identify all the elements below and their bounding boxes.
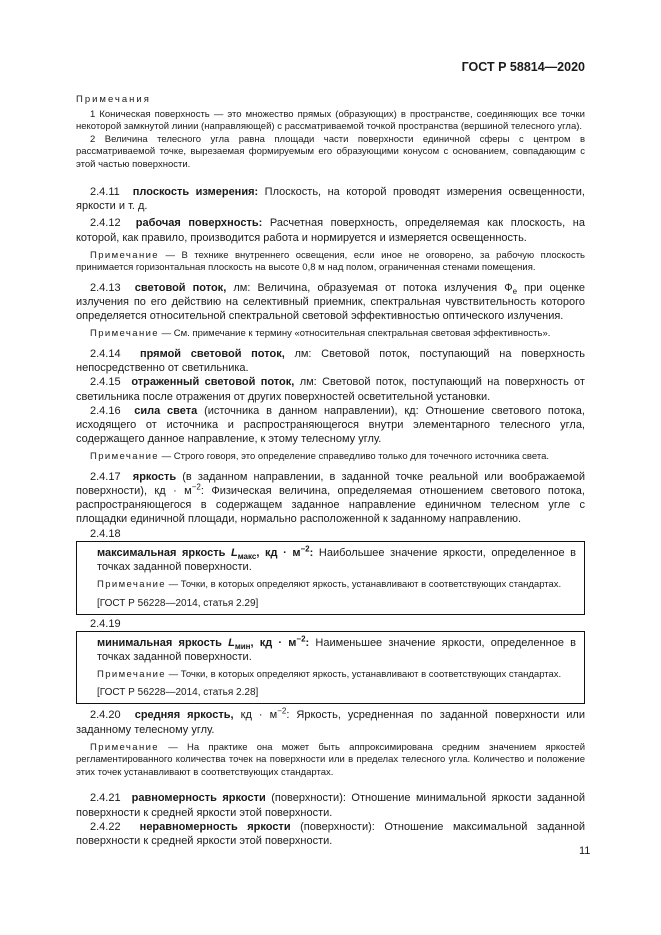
term-definition: кд · м	[240, 709, 278, 722]
note-label: Примечание	[90, 249, 159, 261]
term-number: 2.4.21	[90, 792, 121, 805]
term-definition: лм: Световой поток, поступающий на поверхность от светильника после отражения от других поверхностей осветительной установки.	[76, 376, 585, 403]
term-definition: Плоскость, на которой проводят измерения освещенности, яркости и т. д.	[76, 186, 585, 213]
term-name: рабочая поверхность:	[135, 217, 263, 230]
note-text: — Строго говоря, это определение справедливо только для точечного источника света.	[161, 451, 549, 463]
term-name: средняя яркость,	[134, 709, 234, 722]
source-reference: [ГОСТ Р 56228—2014, статья 2.28]	[97, 687, 259, 699]
boxed-term-definition	[83, 546, 576, 574]
document-header: ГОСТ Р 58814—2020	[461, 60, 585, 74]
term-name: прямой световой поток,	[139, 347, 285, 360]
note-label: Примечание	[97, 579, 166, 591]
note-label: Примечание	[97, 668, 166, 680]
term-symbol: L	[228, 636, 235, 649]
boxed-term-2-4-19	[76, 631, 585, 705]
term-2-4-13	[76, 281, 585, 324]
term-definition: лм: Величина, образуемая от потока излучения Ф	[233, 281, 513, 294]
term-number: 2.4.11	[90, 186, 120, 198]
term-unit: , кд · м	[250, 636, 297, 649]
note-text: — На практике она может быть аппроксимирована средним значением яркостей регламентированного количества точек на поверхности или в пределах телесного угла. Количество и положение этих точек устанавливают в соответствующих стандартах.	[76, 741, 586, 778]
term-note	[76, 742, 585, 780]
term-definition: (источника в данном направлении), кд: Отношение светового потока, исходящего от источника и распространяющегося внутри элементарного телесного угла, содержащего данное направление, к этому телесному углу.	[76, 404, 585, 446]
boxed-term-definition	[83, 633, 576, 664]
note-text: — В технике внутреннего освещения, если иное не оговорено, за рабочую плоскость принимается горизонтальная плоскость на высоте 0,8 м над полом, ограниченная стенами помещения.	[76, 249, 585, 274]
page-content	[76, 94, 585, 848]
term-colon: :	[305, 636, 310, 649]
term-2-4-15	[76, 375, 585, 403]
term-2-4-16	[76, 404, 585, 447]
source-reference: [ГОСТ Р 56228—2014, статья 2.29]	[97, 597, 259, 609]
term-definition: : Физическая величина, определяемая отношением светового потока, распространяющегося в содержащем заданное направление единичном телесном угле с площадки единичной площади, нормально расположенной к заданному направлению.	[76, 485, 585, 526]
term-name: яркость	[132, 470, 177, 483]
superscript: −2	[191, 482, 201, 492]
term-symbol: L	[230, 546, 238, 559]
subscript: макс	[237, 551, 257, 561]
term-text: минимальная яркость	[97, 636, 229, 649]
term-definition: (поверхности): Отношение максимальной заданной поверхности к средней яркости этой поверхности.	[76, 820, 586, 847]
term-number: 2.4.17	[90, 470, 121, 483]
superscript: −2	[296, 633, 306, 643]
term-name: равномерность яркости	[131, 792, 266, 805]
term-number: 2.4.19	[90, 617, 121, 630]
term-name: отраженный световой поток,	[131, 376, 295, 389]
term-2-4-21	[76, 791, 585, 819]
term-colon: :	[309, 546, 314, 559]
note-text: — Точки, в которых определяют яркость, устанавливают в соответствующих стандартах.	[168, 668, 562, 680]
term-number: 2.4.14	[90, 347, 121, 360]
term-number: 2.4.16	[90, 404, 121, 417]
note-text: — Точки, в которых определяют яркость, устанавливают в соответствующих стандартах.	[168, 579, 562, 591]
term-2-4-11	[76, 185, 585, 213]
note-label: Примечание	[90, 328, 159, 340]
term-number: 2.4.22	[90, 820, 121, 833]
term-note	[76, 250, 585, 275]
term-name: сила света	[134, 404, 198, 417]
term-number: 2.4.13	[90, 281, 121, 294]
term-number: 2.4.18	[90, 527, 121, 540]
term-name: световой поток,	[134, 281, 227, 294]
term-2-4-22	[76, 820, 585, 848]
term-definition: лм: Световой поток, поступающий на поверхность непосредственно от светильника.	[76, 347, 585, 375]
term-name	[97, 633, 310, 651]
term-note	[83, 669, 576, 682]
term-2-4-17	[76, 470, 585, 527]
term-unit: , кд · м	[256, 546, 301, 559]
notes-block	[76, 94, 585, 171]
note-item: 2 Величина телесного угла равна площади части поверхности единичной сферы с центром в рассматриваемой точке, вырезаемая формируемым его образующими конусом с основанием, совпадающим с этой частью поверхности.	[76, 133, 585, 170]
page-number: 11	[579, 845, 591, 857]
subscript: мин	[234, 641, 251, 651]
term-2-4-14	[76, 347, 585, 375]
term-definition: (в заданном направлении, в заданной точке реальной или воображаемой поверхности), кд · м	[76, 470, 585, 498]
superscript: −2	[277, 706, 287, 716]
term-definition: Наименьшее значение яркости, определенное в точках заданной поверхности.	[97, 636, 576, 663]
term-definition: : Яркость, усредненная по заданной поверхности или заданному телесному углу.	[76, 709, 585, 736]
note-text: — См. примечание к термину «относительная спектральная световая эффективность».	[161, 328, 551, 340]
term-name	[97, 544, 314, 561]
term-2-4-20	[76, 708, 585, 736]
term-name: плоскость измерения:	[132, 186, 259, 198]
subscript: e	[512, 287, 518, 296]
term-text: максимальная яркость	[97, 546, 231, 559]
term-definition: (поверхности): Отношение минимальной яркости заданной поверхности к средней яркости этой поверхности.	[76, 792, 585, 819]
notes-title: Примечания	[76, 94, 151, 105]
term-note	[76, 451, 585, 464]
term-note	[83, 579, 576, 592]
note-item: 1 Коническая поверхность — это множество прямых (образующих) в пространстве, соединяющих все точки некоторой замкнутой линии (направляющей) с рассматриваемой точкой пространства (вершиной телесного угла).	[76, 108, 585, 132]
note-label: Примечание	[90, 741, 159, 753]
term-note	[76, 328, 585, 341]
term-2-4-12	[76, 216, 585, 244]
superscript: −2	[300, 544, 310, 553]
note-label: Примечание	[90, 451, 159, 463]
term-number: 2.4.15	[90, 376, 121, 389]
term-name: неравномерность яркости	[139, 820, 291, 833]
term-definition: Наибольшее значение яркости, определенное в точках заданной поверхности.	[97, 546, 577, 573]
term-definition: при оценке излучения по его действию на селективный приемник, спектральная чувствительность которого определяется относительной спектральной световой эффективностью оптического излучения.	[76, 281, 585, 323]
term-number: 2.4.12	[90, 217, 121, 230]
term-number: 2.4.20	[90, 709, 121, 722]
term-definition: Расчетная поверхность, определяемая как плоскость, на которой, как правило, производится работа и нормируется и измеряется освещенность.	[76, 217, 585, 244]
boxed-term-2-4-18	[76, 541, 585, 615]
